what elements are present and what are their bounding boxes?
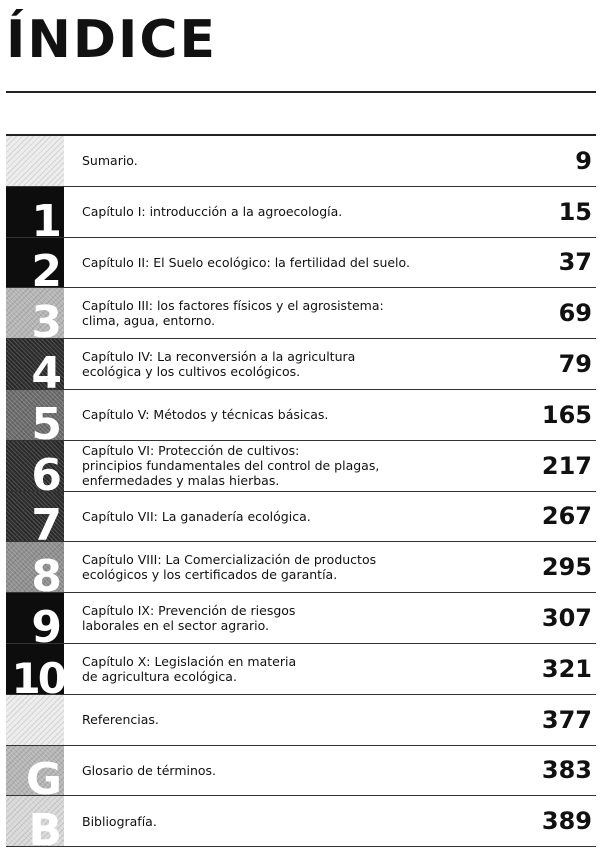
page-title: ÍNDICE: [6, 10, 218, 70]
chapter-marker-block: [6, 136, 64, 186]
toc-page-number: 389: [541, 807, 592, 836]
toc-row-sumario[interactable]: [6, 136, 596, 187]
toc-page-number: 9: [575, 146, 592, 175]
toc-row-referencias[interactable]: [6, 695, 596, 746]
toc-entry-title[interactable]: Capítulo V: Métodos y técnicas básicas.: [82, 407, 329, 423]
toc-row-chapter-3[interactable]: [6, 288, 596, 339]
toc-entry-title[interactable]: Capítulo I: introducción a la agroecología.: [82, 204, 343, 220]
toc-entry-title[interactable]: Referencias.: [82, 712, 159, 728]
toc-page-number: 307: [541, 604, 592, 633]
chapter-marker: B: [28, 805, 62, 847]
toc-row-chapter-7[interactable]: [6, 492, 596, 543]
chapter-marker-block: [6, 492, 64, 542]
chapter-marker: 4: [31, 347, 62, 389]
toc-entry-title[interactable]: Capítulo VI: Protección de cultivos: principios fundamentales del control de plagas, enfermedades y malas hierbas.: [82, 443, 380, 489]
toc-row-chapter-5[interactable]: [6, 390, 596, 441]
toc-entry-title[interactable]: Capítulo X: Legislación en materia de agricultura ecológica.: [82, 653, 297, 684]
toc-page-number: 377: [541, 705, 592, 734]
toc-page-number: 217: [541, 451, 592, 480]
toc-entry-title[interactable]: Sumario.: [82, 153, 138, 169]
chapter-marker: 9: [31, 601, 62, 643]
title-rule: [6, 91, 596, 93]
toc-page-number: 321: [541, 654, 592, 683]
chapter-marker: 8: [31, 551, 62, 593]
chapter-marker-block: [6, 187, 64, 237]
toc-entry-title[interactable]: Capítulo II: El Suelo ecológico: la fertilidad del suelo.: [82, 254, 410, 270]
toc-row-chapter-10[interactable]: [6, 644, 596, 695]
toc-page-number: 383: [541, 756, 592, 785]
chapter-marker-block: [6, 288, 64, 338]
toc-page-number: 267: [541, 502, 592, 531]
toc-entry-title[interactable]: Capítulo VII: La ganadería ecológica.: [82, 508, 311, 524]
chapter-marker-block: [6, 593, 64, 643]
toc-entry-title[interactable]: Capítulo III: los factores físicos y el agrosistema: clima, agua, entorno.: [82, 298, 384, 329]
toc-page-number: 295: [541, 553, 592, 582]
toc-row-chapter-8[interactable]: [6, 542, 596, 593]
chapter-marker-block: [6, 390, 64, 440]
chapter-marker: 1: [31, 195, 62, 237]
toc-row-chapter-1[interactable]: [6, 187, 596, 238]
chapter-marker: G: [25, 754, 62, 796]
toc-entry-title[interactable]: Glosario de términos.: [82, 762, 217, 778]
toc-page-number: 69: [558, 299, 592, 328]
toc-row-glosario[interactable]: [6, 746, 596, 797]
toc-row-chapter-9[interactable]: [6, 593, 596, 644]
chapter-marker: 6: [31, 449, 62, 491]
toc-page-number: 37: [558, 248, 592, 277]
table-of-contents: [6, 136, 596, 847]
chapter-marker-block: [6, 746, 64, 796]
chapter-marker-block: [6, 644, 64, 694]
chapter-marker-block: [6, 238, 64, 288]
toc-entry-title[interactable]: Capítulo IV: La reconversión a la agricultura ecológica y los cultivos ecológicos.: [82, 349, 356, 380]
toc-row-chapter-2[interactable]: [6, 238, 596, 289]
chapter-marker-block: [6, 695, 64, 745]
chapter-marker-block: [6, 339, 64, 389]
chapter-marker-block: [6, 796, 64, 846]
toc-row-chapter-4[interactable]: [6, 339, 596, 390]
chapter-marker: 3: [31, 297, 62, 339]
toc-page-number: 15: [558, 197, 592, 226]
toc-row-bibliografia[interactable]: [6, 796, 596, 847]
chapter-marker: 10: [11, 653, 64, 694]
chapter-marker: 7: [31, 500, 62, 542]
toc-page-number: 165: [541, 400, 592, 429]
chapter-marker-block: [6, 441, 64, 491]
chapter-marker: 2: [31, 246, 62, 288]
toc-page-number: 79: [558, 350, 592, 379]
toc-entry-title[interactable]: Bibliografía.: [82, 813, 157, 829]
toc-row-chapter-6[interactable]: [6, 441, 596, 492]
toc-entry-title[interactable]: Capítulo IX: Prevención de riesgos laborales en el sector agrario.: [82, 603, 296, 634]
chapter-marker: 5: [31, 398, 62, 440]
toc-entry-title[interactable]: Capítulo VIII: La Comercialización de productos ecológicos y los certificados de garantía.: [82, 552, 377, 583]
chapter-marker-block: [6, 542, 64, 592]
